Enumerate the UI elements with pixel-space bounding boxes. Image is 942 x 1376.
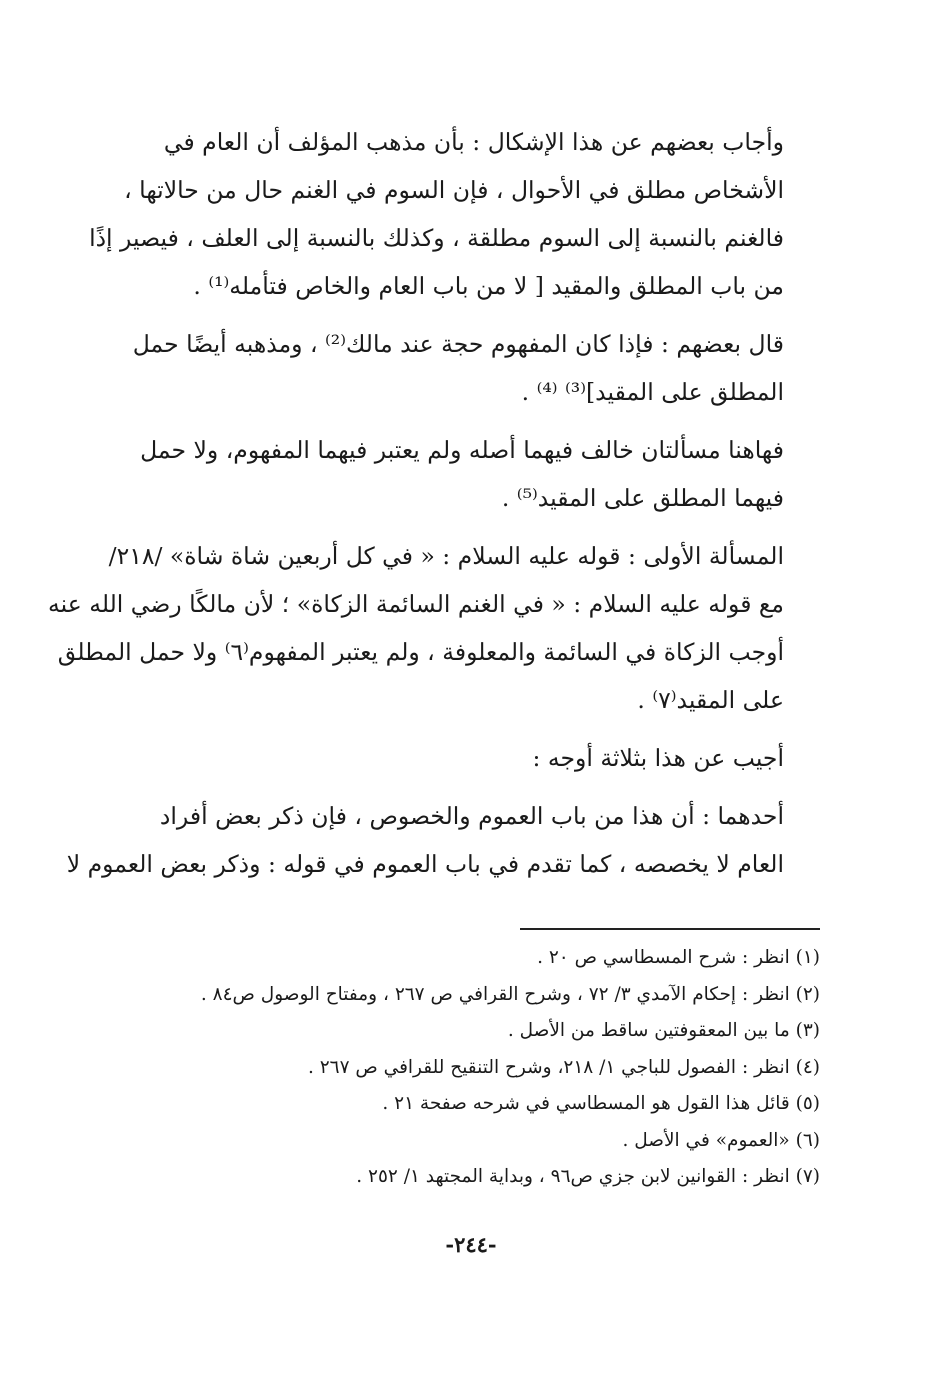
paragraph-2 — [108, 320, 820, 416]
paragraph-5 — [108, 734, 820, 782]
text-line: العام لا يخصصه ، كما تقدم في باب العموم في قوله : وذكر بعض العموم لا — [66, 850, 784, 878]
text-line: قال بعضهم : فإذا كان المفهوم حجة عند مالك⁽²⁾ ، ومذهبه أيضًا حمل — [132, 330, 784, 358]
text-line: وأجاب بعضهم عن هذا الإشكال : بأن مذهب المؤلف أن العام في — [163, 128, 784, 156]
text-line: فهاهنا مسألتان خالف فيهما أصله ولم يعتبر فيهما المفهوم، ولا حمل — [140, 436, 784, 464]
text-line: فالغنم بالنسبة إلى السوم مطلقة ، وكذلك بالنسبة إلى العلف ، فيصير إذًا — [89, 224, 784, 252]
text-line: مع قوله عليه السلام : « في الغنم السائمة الزكاة» ؛ لأن مالكًا رضي الله عنه — [48, 590, 784, 618]
footnote-divider — [520, 928, 820, 930]
body-text — [48, 118, 820, 898]
text-line: أجيب عن هذا بثلاثة أوجه : — [532, 744, 784, 772]
paragraph-1 — [89, 118, 820, 310]
footnote-2: (٢) انظر : إحكام الآمدي ٣/ ٧٢ ، وشرح القرافي ص ٢٦٧ ، ومفتاح الوصول ص٨٤ . — [200, 983, 820, 1005]
footnotes — [108, 940, 820, 1196]
paragraph-6 — [66, 792, 820, 888]
footnote-4: (٤) انظر : الفصول للباجي ١/ ٢١٨، وشرح التنقيح للقرافي ص ٢٦٧ . — [307, 1056, 820, 1078]
page-number: -٢٤٤- — [445, 1232, 497, 1257]
footnote-6: (٦) «العموم» في الأصل . — [622, 1129, 820, 1151]
text-line: أوجب الزكاة في السائمة والمعلوفة ، ولم يعتبر المفهوم⁽٦⁾ ولا حمل المطلق — [57, 638, 784, 666]
footnote-5: (٥) قائل هذا القول هو المسطاسي في شرحه صفحة ٢١ . — [382, 1093, 820, 1114]
text-line: من باب المطلق والمقيد [ لا من باب العام والخاص فتأمله⁽¹⁾ . — [193, 272, 784, 300]
footnote-1: (١) انظر : شرح المسطاسي ص ٢٠ . — [537, 947, 820, 968]
text-line: المطلق على المقيد]⁽³⁾ ⁽⁴⁾ . — [521, 378, 784, 406]
text-line: المسألة الأولى : قوله عليه السلام : « في كل أربعين شاة شاة» /٢١٨/ — [108, 542, 784, 570]
text-line: الأشخاص مطلق في الأحوال ، فإن السوم في الغنم حال من حالاتها ، — [124, 176, 784, 204]
footnote-7: (٧) انظر : القوانين لابن جزي ص٩٦ ، وبداية المجتهد ١/ ٢٥٢ . — [356, 1166, 820, 1187]
text-line: أحدهما : أن هذا من باب العموم والخصوص ، فإن ذكر بعض أفراد — [159, 802, 784, 830]
paragraph-3 — [108, 426, 820, 522]
text-line: فيهما المطلق على المقيد⁽⁵⁾ . — [501, 484, 784, 512]
footnote-3: (٣) ما بين المعقوفتين ساقط من الأصل . — [507, 1020, 820, 1041]
text-line: على المقيد⁽٧⁾ . — [637, 686, 784, 714]
paragraph-4 — [48, 532, 820, 724]
